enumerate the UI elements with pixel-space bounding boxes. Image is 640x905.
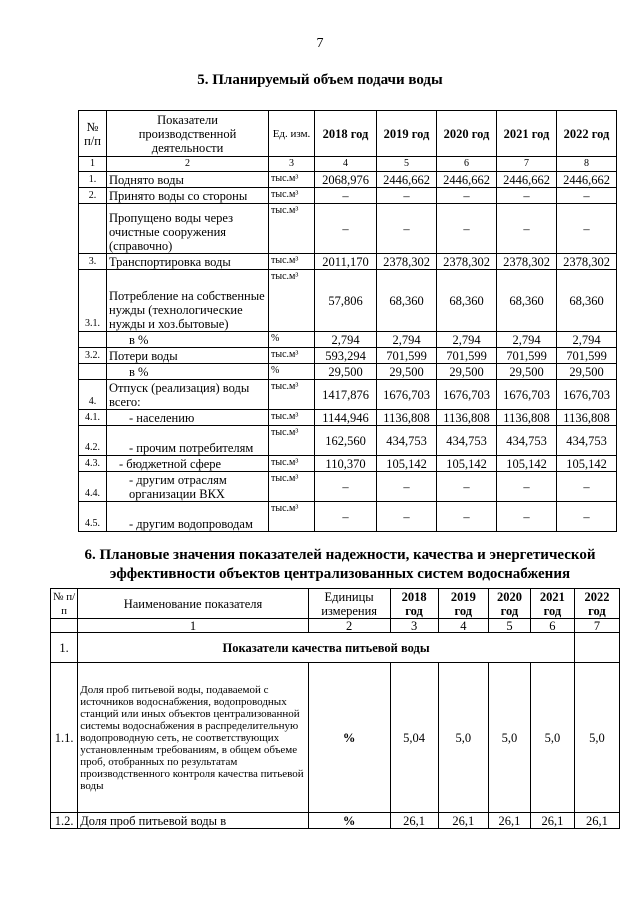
table-row (79, 364, 617, 380)
row-value: 2068,976 (315, 172, 377, 188)
row-value: – (315, 204, 377, 254)
row-unit: тыс.м³ (269, 472, 315, 502)
row-unit: тыс.м³ (269, 502, 315, 532)
row-value: 701,599 (437, 348, 497, 364)
section6-title: 6. Плановые значения показателей надежности, качества и энергетической эффективности объектов централизованных систем водоснабжения (84, 547, 596, 582)
row-value: 593,294 (315, 348, 377, 364)
row-value: 2,794 (557, 332, 617, 348)
row-unit: тыс.м³ (269, 410, 315, 426)
group-title: Показатели качества питьевой воды (78, 633, 575, 663)
row-value: – (315, 472, 377, 502)
header-year: 2019 год (438, 589, 488, 619)
row-name: Пропущено воды через очистные сооружения (справочно) (107, 204, 269, 254)
row-value: 701,599 (557, 348, 617, 364)
row-value: 701,599 (377, 348, 437, 364)
row-unit: тыс.м³ (269, 456, 315, 472)
row-value: 2378,302 (377, 254, 437, 270)
row-value: 5,04 (390, 663, 438, 813)
row-unit: тыс.м³ (269, 380, 315, 410)
row-unit: тыс.м³ (269, 254, 315, 270)
row-value: 29,500 (557, 364, 617, 380)
row-num: 3. (79, 254, 107, 270)
column-number-row (51, 619, 620, 633)
row-num (79, 364, 107, 380)
quality-indicators-table (50, 588, 620, 829)
row-name: - другим водопроводам (107, 502, 269, 532)
header-year: 2021 год (497, 111, 557, 157)
header-year: 2020 год (437, 111, 497, 157)
row-num: 4.1. (79, 410, 107, 426)
row-unit: тыс.м³ (269, 348, 315, 364)
column-number: 2 (308, 619, 390, 633)
header-year: 2022 год (574, 589, 619, 619)
row-value: 5,0 (488, 663, 530, 813)
row-value: 5,0 (574, 663, 619, 813)
row-num: 3.2. (79, 348, 107, 364)
row-value: 105,142 (437, 456, 497, 472)
row-value: – (497, 204, 557, 254)
row-value: 105,142 (377, 456, 437, 472)
row-name: в % (107, 332, 269, 348)
row-unit: % (269, 332, 315, 348)
table-row (79, 204, 617, 254)
row-value: 2,794 (437, 332, 497, 348)
row-name: Доля проб питьевой воды в (78, 813, 309, 829)
row-value: 1676,703 (497, 380, 557, 410)
empty-cell (574, 633, 619, 663)
row-value: – (377, 472, 437, 502)
row-num: 4.3. (79, 456, 107, 472)
header-year: 2020 год (488, 589, 530, 619)
row-num (79, 332, 107, 348)
row-value: 2446,662 (497, 172, 557, 188)
column-number: 1 (79, 157, 107, 172)
row-value: 2,794 (497, 332, 557, 348)
section5-title: 5. Планируемый объем подачи воды (197, 72, 443, 88)
column-number: 4 (438, 619, 488, 633)
row-value: – (315, 188, 377, 204)
row-value: 1676,703 (377, 380, 437, 410)
row-value: 26,1 (438, 813, 488, 829)
header-year: 2022 год (557, 111, 617, 157)
water-supply-table (78, 110, 617, 532)
row-name: Доля проб питьевой воды, подаваемой с источников водоснабжения, водопроводных станций или иных объектов централизованной системы водоснабжения в распределительную водопроводную сеть, не соответствующих установленным требованиям, в общем объеме проб, отобранных по результатам производственного контроля качества питьевой воды (78, 663, 309, 813)
row-value: 1136,808 (377, 410, 437, 426)
row-value: 57,806 (315, 270, 377, 332)
table-header-row (51, 589, 620, 619)
row-name: - бюджетной сфере (107, 456, 269, 472)
row-value: 434,753 (377, 426, 437, 456)
table-row (51, 813, 620, 829)
column-number: 1 (78, 619, 309, 633)
column-number: 8 (557, 157, 617, 172)
row-value: 2446,662 (557, 172, 617, 188)
row-unit: тыс.м³ (269, 204, 315, 254)
column-number: 7 (574, 619, 619, 633)
row-value: 1136,808 (557, 410, 617, 426)
row-value: 1676,703 (437, 380, 497, 410)
row-value: 2446,662 (377, 172, 437, 188)
row-name: - населению (107, 410, 269, 426)
row-value: 434,753 (437, 426, 497, 456)
row-num: 4.4. (79, 472, 107, 502)
table-header-row (79, 111, 617, 157)
table-row (79, 410, 617, 426)
header-unit: Единицы измерения (308, 589, 390, 619)
column-number: 3 (390, 619, 438, 633)
row-value: 29,500 (315, 364, 377, 380)
row-value: 26,1 (488, 813, 530, 829)
row-value: – (557, 204, 617, 254)
row-value: 2378,302 (557, 254, 617, 270)
row-value: 5,0 (438, 663, 488, 813)
empty-cell (51, 619, 78, 633)
row-value: 434,753 (557, 426, 617, 456)
row-value: 68,360 (497, 270, 557, 332)
row-value: – (377, 502, 437, 532)
row-value: 68,360 (557, 270, 617, 332)
header-name: Наименование показателя (78, 589, 309, 619)
row-value: – (497, 502, 557, 532)
row-value: – (557, 472, 617, 502)
row-unit: тыс.м³ (269, 270, 315, 332)
row-value: – (497, 188, 557, 204)
row-value: 2,794 (315, 332, 377, 348)
row-num: 2. (79, 188, 107, 204)
table-row (79, 254, 617, 270)
row-value: – (437, 472, 497, 502)
row-value: 701,599 (497, 348, 557, 364)
column-number: 5 (488, 619, 530, 633)
header-year: 2019 год (377, 111, 437, 157)
row-value: – (437, 502, 497, 532)
row-num (79, 204, 107, 254)
header-unit: Ед. изм. (269, 111, 315, 157)
row-name: Транспортировка воды (107, 254, 269, 270)
row-value: 68,360 (377, 270, 437, 332)
row-value: 26,1 (574, 813, 619, 829)
row-value: 110,370 (315, 456, 377, 472)
column-number: 2 (107, 157, 269, 172)
header-name: Показатели производственной деятельности (107, 111, 269, 157)
row-name: Отпуск (реализация) воды всего: (107, 380, 269, 410)
row-num: 1.1. (51, 663, 78, 813)
row-value: 2378,302 (497, 254, 557, 270)
row-num: 4.2. (79, 426, 107, 456)
table-row (79, 332, 617, 348)
table-row (79, 188, 617, 204)
row-unit: % (308, 813, 390, 829)
row-value: 434,753 (497, 426, 557, 456)
row-value: 26,1 (390, 813, 438, 829)
header-year: 2018 год (390, 589, 438, 619)
table-row (79, 380, 617, 410)
row-name: Принято воды со стороны (107, 188, 269, 204)
row-value: 5,0 (530, 663, 574, 813)
table-row (79, 172, 617, 188)
row-value: 2,794 (377, 332, 437, 348)
column-number: 3 (269, 157, 315, 172)
column-number: 7 (497, 157, 557, 172)
row-value: 29,500 (437, 364, 497, 380)
row-value: 1136,808 (437, 410, 497, 426)
row-value: – (437, 204, 497, 254)
row-value: 2446,662 (437, 172, 497, 188)
table-row (79, 426, 617, 456)
row-name: в % (107, 364, 269, 380)
row-value: 1417,876 (315, 380, 377, 410)
row-value: 29,500 (377, 364, 437, 380)
row-value: 1144,946 (315, 410, 377, 426)
row-value: – (377, 188, 437, 204)
row-unit: тыс.м³ (269, 172, 315, 188)
row-name: Потери воды (107, 348, 269, 364)
header-year: 2021 год (530, 589, 574, 619)
row-name: Поднято воды (107, 172, 269, 188)
table-row (79, 348, 617, 364)
row-num: 1.2. (51, 813, 78, 829)
table-row (79, 270, 617, 332)
page-number: 7 (316, 36, 324, 51)
header-year: 2018 год (315, 111, 377, 157)
row-value: 1676,703 (557, 380, 617, 410)
column-number-row (79, 157, 617, 172)
column-number: 4 (315, 157, 377, 172)
table-row (79, 456, 617, 472)
row-value: 68,360 (437, 270, 497, 332)
column-number: 6 (437, 157, 497, 172)
row-value: 29,500 (497, 364, 557, 380)
group-num: 1. (51, 633, 78, 663)
row-num: 3.1. (79, 270, 107, 332)
row-value: 162,560 (315, 426, 377, 456)
row-value: 2378,302 (437, 254, 497, 270)
row-num: 4. (79, 380, 107, 410)
row-value: 105,142 (497, 456, 557, 472)
column-number: 5 (377, 157, 437, 172)
table-row (51, 663, 620, 813)
row-unit: % (308, 663, 390, 813)
row-value: 26,1 (530, 813, 574, 829)
header-num: № п/п (79, 111, 107, 157)
row-value: – (557, 188, 617, 204)
row-name: Потребление на собственные нужды (технологические нужды и хоз.бытовые) (107, 270, 269, 332)
row-value: 2011,170 (315, 254, 377, 270)
row-value: 105,142 (557, 456, 617, 472)
row-unit: % (269, 364, 315, 380)
group-row (51, 633, 620, 663)
header-num: № п/п (51, 589, 78, 619)
row-value: – (437, 188, 497, 204)
row-num: 4.5. (79, 502, 107, 532)
row-num: 1. (79, 172, 107, 188)
row-value: – (497, 472, 557, 502)
row-value: 1136,808 (497, 410, 557, 426)
table-row (79, 472, 617, 502)
table-row (79, 502, 617, 532)
row-name: - прочим потребителям (107, 426, 269, 456)
row-value: – (315, 502, 377, 532)
row-name: - другим отраслям организации ВКХ (107, 472, 269, 502)
row-unit: тыс.м³ (269, 188, 315, 204)
row-value: – (557, 502, 617, 532)
row-value: – (377, 204, 437, 254)
row-unit: тыс.м³ (269, 426, 315, 456)
column-number: 6 (530, 619, 574, 633)
